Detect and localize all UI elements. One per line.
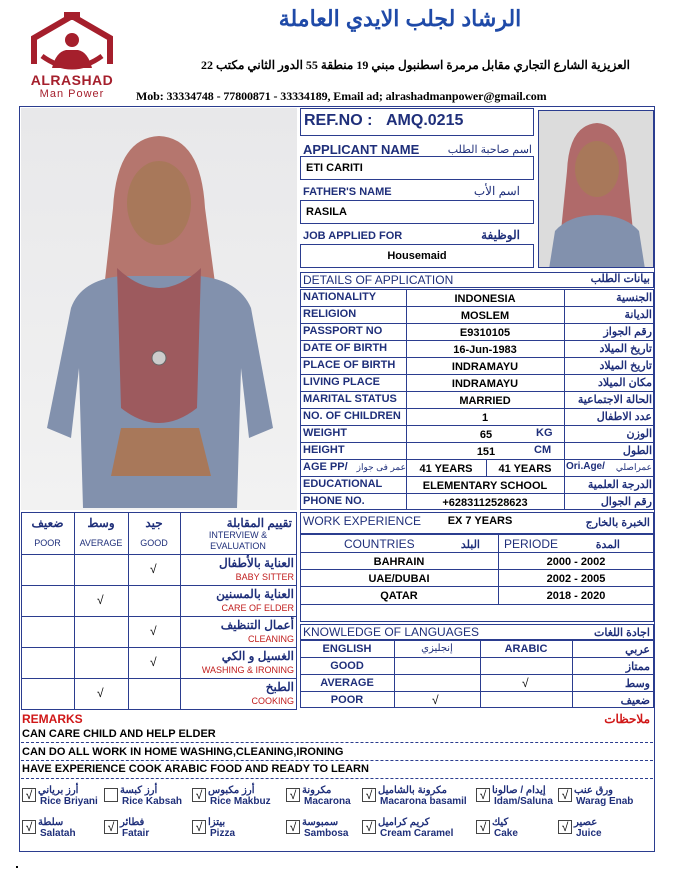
- height-label-ar: الطول: [622, 445, 652, 457]
- applicant-name-value: ETI CARITI: [306, 162, 363, 174]
- period-label: PERIODE: [504, 537, 559, 551]
- food-checkbox[interactable]: √: [22, 788, 36, 802]
- eval-check-mark: √: [97, 686, 104, 700]
- detail-value: MARRIED: [459, 395, 511, 407]
- food-name-ar: بيتزا: [208, 817, 226, 828]
- food-name: Warag Enab: [576, 796, 634, 807]
- food-name: Fatair: [122, 828, 150, 839]
- eval-item-en: BABY SITTER: [235, 572, 294, 582]
- eval-item-ar: العناية بالمسنين: [216, 587, 294, 601]
- contact-line: Mob: 33334748 - 77800871 - 33334189, Email ad; alrashadmanpower@gmail.com: [136, 89, 547, 103]
- arabic-title: الرشاد لجلب الايدي العاملة: [278, 6, 522, 31]
- exp-value: EX 7 YEARS: [447, 515, 513, 527]
- exp-row-line: [300, 586, 654, 587]
- food-checkbox[interactable]: √: [476, 788, 490, 802]
- exp-label: WORK EXPERIENCE: [303, 514, 422, 528]
- applicant-photo-large: [21, 108, 297, 510]
- weight-value: 65: [479, 429, 493, 441]
- eval-check-mark: √: [150, 562, 157, 576]
- exp-label-ar: الخبرة بالخارج: [585, 517, 650, 529]
- detail-label-ar: عدد الاطفال: [596, 411, 652, 423]
- weight-label-ar: الوزن: [626, 428, 652, 440]
- person-portrait-icon: [539, 111, 654, 268]
- eval-head-poor: POOR: [34, 538, 61, 548]
- food-name-ar: كيك: [492, 817, 509, 828]
- food-checkbox[interactable]: √: [558, 820, 572, 834]
- detail-label-ar: تاريخ الميلاد: [599, 360, 652, 372]
- detail-value: MOSLEM: [460, 310, 510, 322]
- detail-value: INDRAMAYU: [451, 378, 519, 390]
- job-label: JOB APPLIED FOR: [303, 230, 403, 242]
- eval-item-ar: العناية بالأطفال: [219, 556, 294, 570]
- age-label: AGE PP/: [303, 461, 348, 473]
- food-checkbox[interactable]: √: [362, 788, 376, 802]
- education-value: ELEMENTARY SCHOOL: [422, 480, 548, 492]
- eval-col-line: [180, 512, 181, 710]
- exp-period: 2002 - 2005: [546, 573, 606, 585]
- remarks-label-ar: ملاحظات: [604, 712, 650, 726]
- food-checkbox[interactable]: √: [286, 788, 300, 802]
- details-label: DETAILS OF APPLICATION: [303, 273, 454, 287]
- details-row-line: [300, 340, 654, 341]
- eval-head-good: GOOD: [140, 538, 168, 548]
- detail-label: PASSPORT NO: [303, 325, 383, 337]
- food-name: Cream Caramel: [380, 828, 454, 839]
- lang-label-ar: اجادة اللغات: [594, 627, 650, 639]
- arabic-address: العزيزية الشارع التجاري مقابل مرمرة اسطنبول مبني 19 منطقة 55 الدور الثاني مكتب 22: [200, 58, 630, 72]
- details-row-line: [300, 391, 654, 392]
- details-row-line: [300, 374, 654, 375]
- lang-level: AVERAGE: [320, 677, 374, 689]
- ref-label: REF.NO :: [304, 112, 373, 129]
- food-name-ar: مكرونة بالشاميل: [378, 785, 447, 796]
- detail-label: DATE OF BIRTH: [303, 342, 388, 354]
- details-row-line: [300, 408, 654, 409]
- food-checkbox[interactable]: √: [362, 820, 376, 834]
- lang-arabic-ar: عربي: [625, 644, 650, 656]
- eval-item-en: COOKING: [251, 696, 294, 706]
- details-row-line: [300, 493, 654, 494]
- eval-head-ar-average: وسط: [87, 516, 115, 530]
- lang-arabic: ARABIC: [504, 643, 548, 655]
- lang-english-ar: إنجليزي: [421, 643, 453, 654]
- remark-line-1: CAN CARE CHILD AND HELP ELDER: [22, 728, 216, 740]
- job-value: Housemaid: [387, 250, 447, 262]
- details-row-line: [300, 306, 654, 307]
- countries-label: COUNTRIES: [344, 537, 415, 551]
- logo-mark-icon: [22, 12, 122, 74]
- period-label-ar: المدة: [595, 539, 620, 551]
- education-label: EDUCATIONAL: [303, 478, 383, 490]
- food-checkbox[interactable]: √: [192, 788, 206, 802]
- logo: [22, 12, 122, 102]
- food-name: Rice Kabsah: [122, 796, 183, 807]
- age-orig-label-ar: عمراصلي: [615, 462, 652, 472]
- phone-value: +6283112528623: [442, 497, 528, 509]
- food-name: Macarona basamil: [380, 796, 467, 807]
- food-name-ar: سمبوسة: [302, 817, 339, 828]
- detail-label: PLACE OF BIRTH: [303, 359, 396, 371]
- eval-row-line: [21, 585, 297, 586]
- details-row-line: [300, 323, 654, 324]
- detail-value: INDONESIA: [454, 293, 516, 305]
- phone-label: PHONE NO.: [303, 495, 365, 507]
- food-name: Salatah: [40, 828, 76, 839]
- details-row-line: [300, 425, 654, 426]
- remark-divider-2: [21, 760, 653, 761]
- father-name-label: FATHER'S NAME: [303, 186, 392, 198]
- remark-divider-3: [21, 778, 653, 779]
- food-name: Cake: [494, 828, 518, 839]
- food-name: Rice Makbuz: [210, 796, 271, 807]
- detail-label-ar: مكان الميلاد: [597, 377, 652, 389]
- eval-item-ar: أعمال التنظيف: [220, 618, 294, 632]
- lang-level-ar: ضعيف: [620, 695, 650, 707]
- food-checkbox[interactable]: √: [476, 820, 490, 834]
- lang-label: KNOWLEDGE OF LANGUAGES: [303, 625, 480, 639]
- food-name-ar: إيدام / صالونا: [492, 785, 546, 796]
- applicant-photo-small: [538, 110, 654, 268]
- detail-label-ar: رقم الجواز: [603, 326, 652, 338]
- detail-label-ar: الجنسية: [616, 292, 652, 304]
- eval-head-title-ar: تقييم المقابلة: [226, 516, 292, 530]
- footer-dot: [16, 866, 18, 868]
- eval-head-title: INTERVIEW & EVALUATION: [208, 530, 268, 551]
- food-name: Juice: [576, 828, 602, 839]
- food-name: Idam/Saluna: [494, 796, 553, 807]
- detail-value: 1: [481, 412, 489, 424]
- countries-label-ar: البلد: [460, 539, 480, 551]
- details-row-line: [300, 442, 654, 443]
- eval-item-ar: الطبخ: [265, 680, 294, 694]
- food-name-ar: ورق عنب: [574, 785, 613, 796]
- education-label-ar: الدرجة العلمية: [587, 479, 652, 491]
- food-checkbox[interactable]: √: [192, 820, 206, 834]
- food-checkbox[interactable]: √: [558, 788, 572, 802]
- lang-level-ar: ممتاز: [625, 661, 650, 673]
- father-name-label-ar: اسم الأب: [473, 184, 520, 198]
- person-full-icon: [21, 108, 297, 510]
- food-name-ar: أرز كبسة: [120, 785, 158, 796]
- food-name-ar: مكرونة: [302, 785, 332, 796]
- detail-value: E9310105: [459, 327, 511, 339]
- food-name-ar: أرز مكبوس: [208, 785, 255, 796]
- food-checkbox[interactable]: √: [104, 820, 118, 834]
- details-label-ar: بيانات الطلب: [590, 273, 650, 285]
- eval-item-en: CLEANING: [247, 634, 294, 644]
- ref-value: AMQ.0215: [386, 112, 464, 129]
- eval-row-line: [21, 616, 297, 617]
- father-name-value: RASILA: [306, 206, 347, 218]
- eval-check-mark: √: [97, 593, 104, 607]
- food-name-ar: كريم كراميل: [378, 817, 430, 828]
- detail-value: INDRAMAYU: [451, 361, 519, 373]
- age-orig-label: Ori.Age/: [566, 461, 605, 472]
- food-checkbox[interactable]: √: [286, 820, 300, 834]
- logo-sub: Man Power: [39, 88, 105, 100]
- age-label-ar: عمر فى جواز: [356, 462, 406, 472]
- lang-level: POOR: [330, 694, 364, 706]
- detail-label: LIVING PLACE: [303, 376, 381, 388]
- exp-row-line: [300, 569, 654, 570]
- detail-label: NATIONALITY: [303, 291, 377, 303]
- eval-check-mark: √: [150, 655, 157, 669]
- exp-period: 2000 - 2002: [546, 556, 606, 568]
- eval-item-en: WASHING & IRONING: [201, 665, 294, 675]
- weight-label: WEIGHT: [303, 427, 347, 439]
- food-checkbox[interactable]: √: [22, 820, 36, 834]
- height-label: HEIGHT: [303, 444, 345, 456]
- food-checkbox[interactable]: [104, 788, 118, 802]
- eval-head-ar-poor: ضعيف: [31, 516, 64, 530]
- detail-label: RELIGION: [303, 308, 357, 320]
- detail-label-ar: الحالة الاجتماعية: [577, 394, 652, 406]
- height-unit: CM: [534, 444, 552, 456]
- detail-label: NO. OF CHILDREN: [303, 410, 401, 422]
- height-value: 151: [476, 446, 496, 458]
- exp-country: BAHRAIN: [373, 556, 425, 568]
- lang-level: GOOD: [330, 660, 364, 672]
- exp-country: QATAR: [380, 590, 418, 602]
- lang-arabic-check: √: [522, 676, 529, 690]
- remarks-label: REMARKS: [22, 712, 83, 726]
- food-name-ar: فطائر: [120, 817, 145, 828]
- details-row-line: [300, 459, 654, 460]
- food-name: Sambosa: [304, 828, 349, 839]
- eval-check-mark: √: [150, 624, 157, 638]
- food-name-ar: أرز برياني: [38, 785, 79, 796]
- food-name-ar: سلطة: [38, 817, 64, 828]
- remark-line-3: HAVE EXPERIENCE COOK ARABIC FOOD AND READY TO LEARN: [22, 763, 369, 775]
- exp-period: 2018 - 2020: [546, 590, 606, 602]
- job-label-ar: الوظيفة: [481, 228, 520, 242]
- exp-head-line: [300, 552, 654, 553]
- detail-label-ar: تاريخ الميلاد: [599, 343, 652, 355]
- eval-row-line: [21, 647, 297, 648]
- eval-head-line: [21, 554, 297, 555]
- lang-row-line: [300, 674, 654, 675]
- eval-head-average: AVERAGE: [79, 538, 123, 548]
- lang-english: ENGLISH: [322, 643, 372, 655]
- age-pp-value: 41 YEARS: [419, 463, 473, 475]
- detail-label-ar: الديانة: [624, 309, 652, 321]
- exp-row-line: [300, 604, 654, 605]
- phone-label-ar: رقم الجوال: [600, 496, 652, 508]
- exp-country: UAE/DUBAI: [368, 573, 430, 585]
- food-name: Macarona: [304, 796, 351, 807]
- logo-name: ALRASHAD: [30, 72, 114, 88]
- eval-item-en: CARE OF ELDER: [221, 603, 294, 613]
- applicant-name-label-ar: اسم صاحبة الطلب: [447, 144, 532, 156]
- details-row-line: [300, 357, 654, 358]
- lang-english-check: √: [432, 693, 439, 707]
- detail-value: 16-Jun-1983: [453, 344, 517, 356]
- eval-item-ar: الغسيل و الكي: [221, 649, 294, 663]
- detail-label: MARITAL STATUS: [303, 393, 397, 405]
- food-name-ar: عصير: [574, 817, 598, 828]
- applicant-name-label: APPLICANT NAME: [303, 142, 420, 157]
- food-name: Rice Briyani: [40, 796, 98, 807]
- lang-row-line: [300, 657, 654, 658]
- weight-unit: KG: [536, 427, 553, 439]
- lang-row-line: [300, 691, 654, 692]
- age-orig-value: 41 YEARS: [498, 463, 552, 475]
- lang-level-ar: وسط: [625, 678, 650, 690]
- food-name: Pizza: [210, 828, 236, 839]
- remark-line-2: CAN DO ALL WORK IN HOME WASHING,CLEANING,IRONING: [22, 746, 344, 758]
- eval-row-line: [21, 678, 297, 679]
- details-row-line: [300, 476, 654, 477]
- remark-divider-1: [21, 742, 653, 743]
- eval-head-ar-good: جيد: [145, 516, 163, 530]
